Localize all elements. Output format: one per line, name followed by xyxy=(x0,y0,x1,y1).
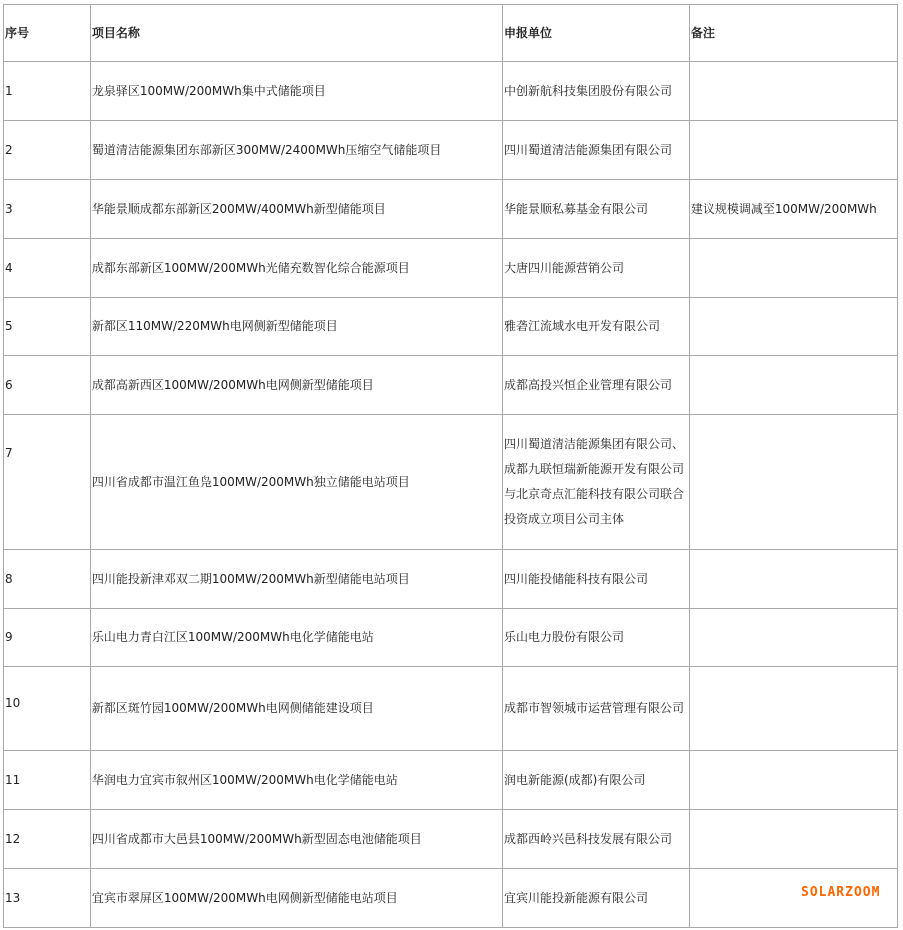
table-row xyxy=(4,239,898,298)
table-row xyxy=(4,810,898,869)
row-note xyxy=(689,609,897,667)
row-note xyxy=(689,62,897,121)
row-unit: 成都西岭兴邑科技发展有限公司 xyxy=(503,810,690,869)
row-unit: 四川能投储能科技有限公司 xyxy=(503,550,690,609)
row-note xyxy=(689,356,897,415)
row-no: 11 xyxy=(4,751,91,810)
solarzoom-watermark: SOLARZOOM xyxy=(801,885,881,900)
header-note: 备注 xyxy=(689,5,897,62)
table-row xyxy=(4,356,898,415)
row-name: 成都东部新区100MW/200MWh光储充数智化综合能源项目 xyxy=(90,239,502,298)
row-name: 乐山电力青白江区100MW/200MWh电化学储能电站 xyxy=(90,609,502,667)
row-no: 1 xyxy=(4,62,91,121)
row-note xyxy=(689,550,897,609)
row-unit: 四川蜀道清洁能源集团有限公司、成都九联恒瑞新能源开发有限公司与北京奇点汇能科技有限公司联合投资成立项目公司主体 xyxy=(503,415,690,550)
header-no: 序号 xyxy=(4,5,91,62)
row-unit: 四川蜀道清洁能源集团有限公司 xyxy=(503,121,690,180)
row-note xyxy=(689,121,897,180)
row-unit: 华能景顺私募基金有限公司 xyxy=(503,180,690,239)
row-note xyxy=(689,751,897,810)
row-note xyxy=(689,667,897,751)
table-header-row xyxy=(4,5,898,62)
row-no: 6 xyxy=(4,356,91,415)
row-no: 10 xyxy=(4,667,91,751)
row-name: 成都高新西区100MW/200MWh电网侧新型储能项目 xyxy=(90,356,502,415)
table-row xyxy=(4,415,898,550)
row-unit: 成都市智领城市运营管理有限公司 xyxy=(503,667,690,751)
row-note xyxy=(689,810,897,869)
header-unit: 申报单位 xyxy=(503,5,690,62)
row-no: 12 xyxy=(4,810,91,869)
row-no: 2 xyxy=(4,121,91,180)
row-no: 9 xyxy=(4,609,91,667)
row-note: 建议规模调减至100MW/200MWh xyxy=(689,180,897,239)
table-row xyxy=(4,667,898,751)
row-no: 5 xyxy=(4,298,91,356)
row-name: 蜀道清洁能源集团东部新区300MW/2400MWh压缩空气储能项目 xyxy=(90,121,502,180)
table-row xyxy=(4,298,898,356)
row-no: 4 xyxy=(4,239,91,298)
row-name: 华润电力宜宾市叙州区100MW/200MWh电化学储能电站 xyxy=(90,751,502,810)
row-name: 四川省成都市温江鱼凫100MW/200MWh独立储能电站项目 xyxy=(90,415,502,550)
row-unit: 中创新航科技集团股份有限公司 xyxy=(503,62,690,121)
row-note xyxy=(689,415,897,550)
row-name: 龙泉驿区100MW/200MWh集中式储能项目 xyxy=(90,62,502,121)
row-name: 宜宾市翠屏区100MW/200MWh电网侧新型储能电站项目 xyxy=(90,869,502,928)
header-name: 项目名称 xyxy=(90,5,502,62)
row-unit: 雅砻江流域水电开发有限公司 xyxy=(503,298,690,356)
row-no: 3 xyxy=(4,180,91,239)
row-note xyxy=(689,239,897,298)
table-row xyxy=(4,62,898,121)
row-unit: 成都高投兴恒企业管理有限公司 xyxy=(503,356,690,415)
row-name: 四川省成都市大邑县100MW/200MWh新型固态电池储能项目 xyxy=(90,810,502,869)
table-row xyxy=(4,550,898,609)
row-unit: 润电新能源(成都)有限公司 xyxy=(503,751,690,810)
row-name: 新都区斑竹园100MW/200MWh电网侧储能建设项目 xyxy=(90,667,502,751)
row-name: 华能景顺成都东部新区200MW/400MWh新型储能项目 xyxy=(90,180,502,239)
row-no: 7 xyxy=(4,415,91,550)
row-unit: 大唐四川能源营销公司 xyxy=(503,239,690,298)
row-unit: 宜宾川能投新能源有限公司 xyxy=(503,869,690,928)
row-no: 8 xyxy=(4,550,91,609)
project-table xyxy=(3,4,898,928)
table-row xyxy=(4,751,898,810)
table-row xyxy=(4,609,898,667)
table-row xyxy=(4,180,898,239)
row-no: 13 xyxy=(4,869,91,928)
table-row xyxy=(4,869,898,928)
table-row xyxy=(4,121,898,180)
row-name: 新都区110MW/220MWh电网侧新型储能项目 xyxy=(90,298,502,356)
row-note xyxy=(689,298,897,356)
row-name: 四川能投新津邓双二期100MW/200MWh新型储能电站项目 xyxy=(90,550,502,609)
row-unit: 乐山电力股份有限公司 xyxy=(503,609,690,667)
